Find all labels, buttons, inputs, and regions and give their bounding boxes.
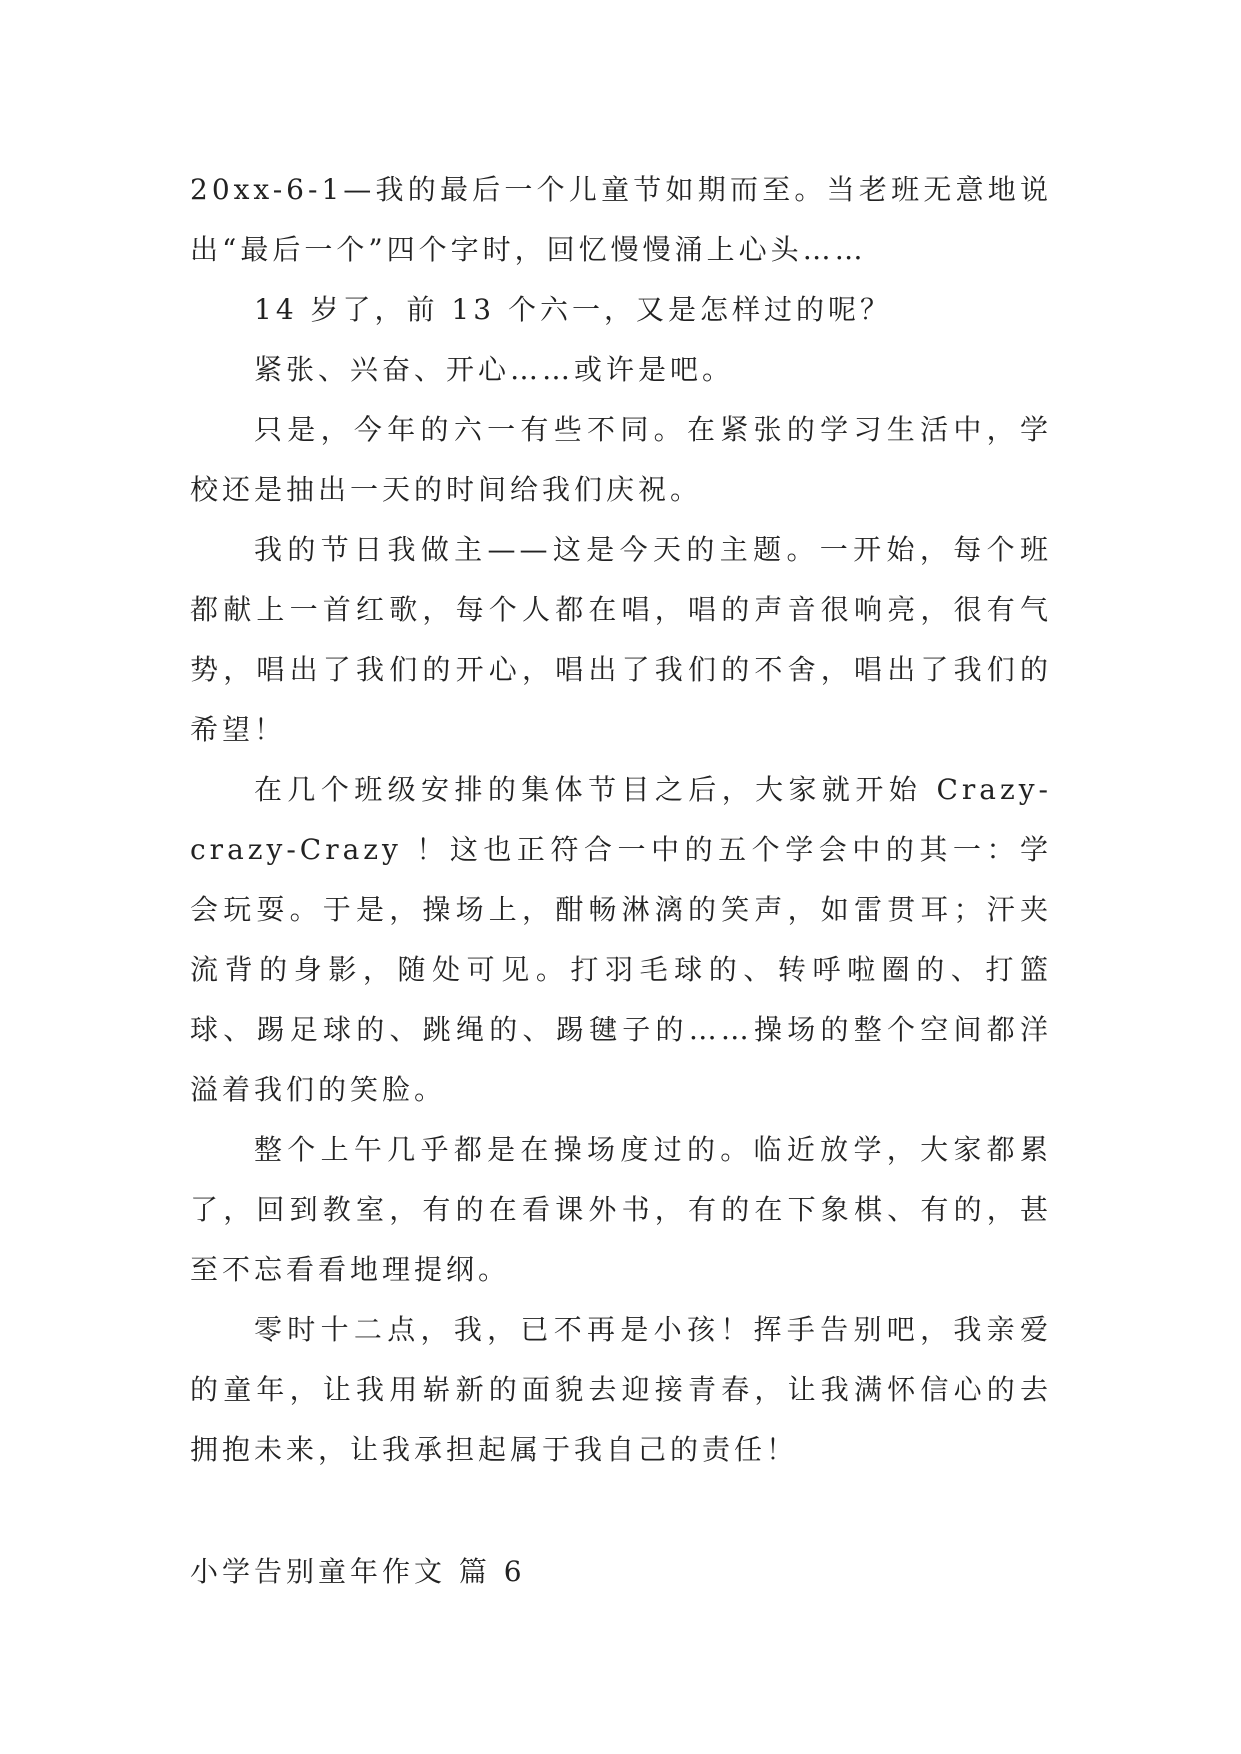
paragraph-playground: 在几个班级安排的集体节目之后，大家就开始 Crazy-crazy-Crazy ！这也正符合一中的五个学会中的其一：学会玩耍。于是，操场上，酣畅淋漓的笑声，如雷贯耳；汗夹流背的身影，随处可见。打羽毛球的、转呼啦圈的、打篮球、踢足球的、跳绳的、踢毽子的……操场的整个空间都洋溢着我们的笑脸。 <box>190 773 1052 1106</box>
paragraph-this-year: 只是，今年的六一有些不同。在紧张的学习生活中，学校还是抽出一天的时间给我们庆祝。 <box>190 413 1052 506</box>
section-heading: 小学告别童年作文 篇 6 <box>190 1555 526 1588</box>
paragraph-theme: 我的节日我做主——这是今天的主题。一开始，每个班都献上一首红歌，每个人都在唱，唱的声音很响亮，很有气势，唱出了我们的开心，唱出了我们的不舍，唱出了我们的希望！ <box>190 533 1052 746</box>
paragraph-feelings: 紧张、兴奋、开心……或许是吧。 <box>254 353 735 386</box>
paragraph-intro: 20xx-6-1—我的最后一个儿童节如期而至。当老班无意地说出“最后一个”四个字时，回忆慢慢涌上心头…… <box>190 173 1052 266</box>
paragraph-age: 14 岁了，前 13 个六一，又是怎样过的呢？ <box>254 293 892 326</box>
document-page <box>190 160 1052 1602</box>
paragraph-morning: 整个上午几乎都是在操场度过的。临近放学，大家都累了，回到教室，有的在看课外书，有的在下象棋、有的，甚至不忘看看地理提纲。 <box>190 1133 1052 1286</box>
paragraph-farewell: 零时十二点，我，已不再是小孩！挥手告别吧，我亲爱的童年，让我用崭新的面貌去迎接青春，让我满怀信心的去拥抱未来，让我承担起属于我自己的责任！ <box>190 1313 1052 1466</box>
